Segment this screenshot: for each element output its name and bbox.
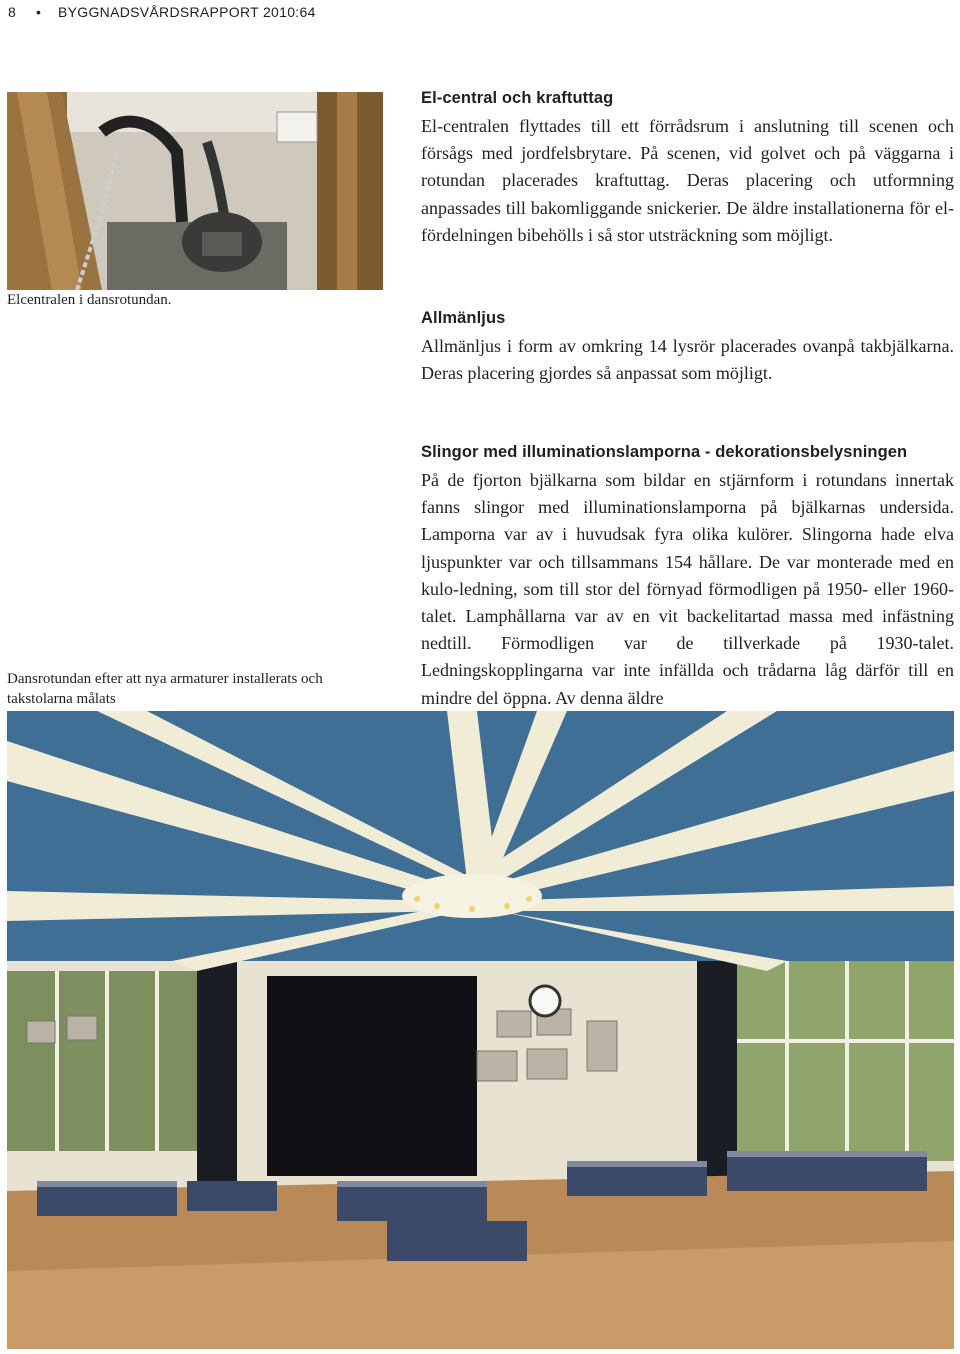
header-title: BYGGNADSVÅRDSRAPPORT 2010:64	[58, 4, 316, 20]
page-number: 8	[8, 4, 16, 20]
figure-caption-2: Dansrotundan efter att nya armaturer installerats och takstolarna målats	[7, 671, 323, 707]
section-heading: Slingor med illuminationslamporna - dekorationsbelysningen	[421, 443, 908, 461]
photo-electrical-central	[7, 92, 383, 290]
section-body: El-centralen flyttades till ett förrådsrum i anslutning till scenen och försågs med jordfelsbrytare. På scenen, vid golvet och på väggarna i rotundan placerades kraftuttag. Deras placering och utformning anpassades till bakomliggande snickerier. De äldre installationerna för el-fördelningen bibehölls i så stor utsträckning som möjligt.	[421, 116, 954, 245]
section-allmanljus	[421, 307, 954, 387]
figure-caption-1: Elcentralen i dansrotundan.	[7, 292, 172, 308]
photo-dance-rotunda	[7, 711, 954, 1349]
running-header	[8, 2, 316, 22]
section-slingor	[421, 441, 954, 712]
section-heading: Allmänljus	[421, 309, 506, 327]
section-heading: El-central och kraftuttag	[421, 89, 614, 107]
section-el-central	[421, 87, 954, 249]
section-body: På de fjorton bjälkarna som bildar en stjärnform i rotundans innertak fanns slingor med illuminationslamporna på bjälkarnas undersida. Lamporna var av i huvudsak fyra olika kulörer. Slingorna hade elva ljuspunkter var och tillsammans 154 hållare. De var monterade med en kulo-ledning, som till stor del förnyad förmodligen på 1950- eller 1960-talet. Lamphållarna var av en vit backelitartad massa med infästning nedtill. Förmodligen var de tillverkade på 1930-talet. Ledningskopplingarna var inte infällda och trådarna låg därför till en mindre del öppna. Av denna äldre	[421, 470, 954, 708]
header-bullet: •	[36, 4, 41, 20]
section-body: Allmänljus i form av omkring 14 lysrör placerades ovanpå takbjälkarna. Deras placering gjordes så anpassat som möjligt.	[421, 336, 954, 384]
